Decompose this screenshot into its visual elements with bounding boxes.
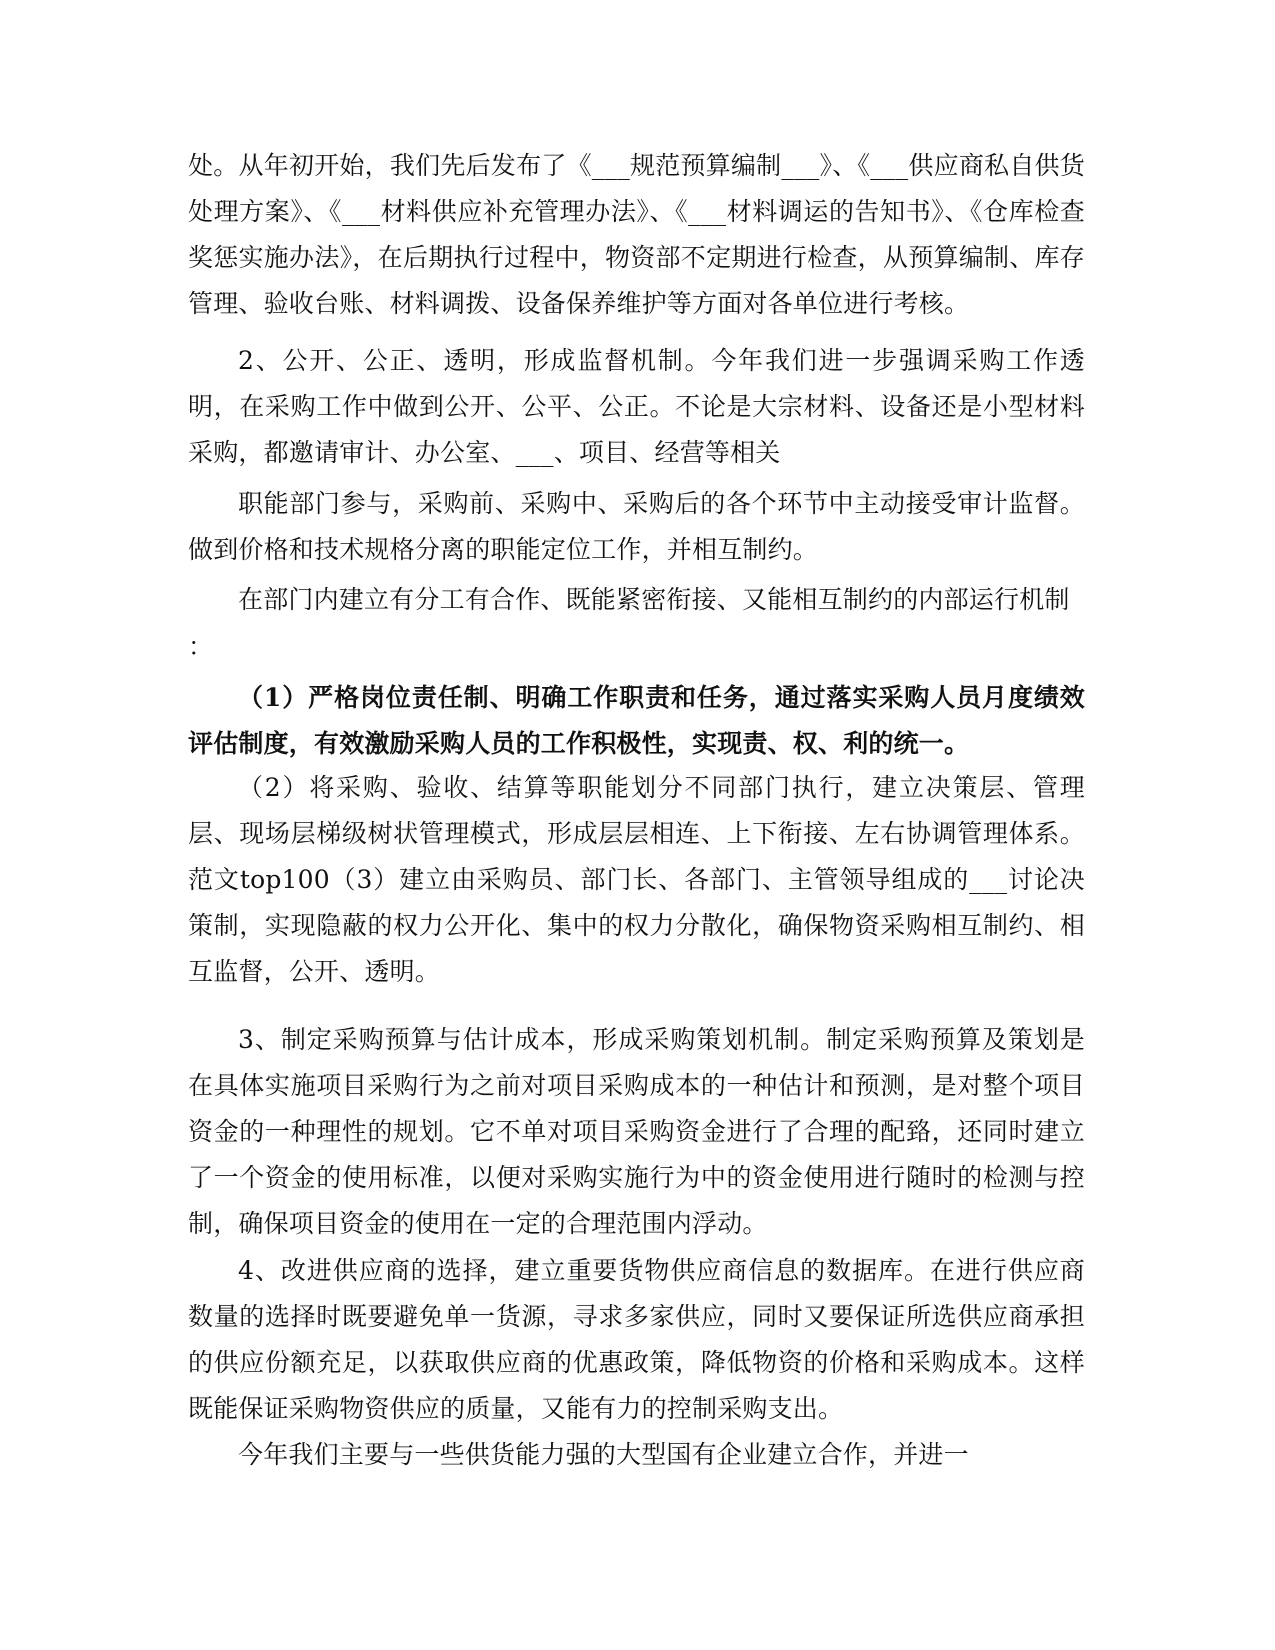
paragraph-colon-line: ： (188, 632, 214, 661)
paragraph-procurement-budget: 3、制定采购预算与估计成本，形成采购策划机制。制定采购预算及策划是在具体实施项目采购行为之前对项目采购成本的一种估计和预测，是对整个项目资金的一种理性的规划。它不单对项目采购资金进行了合理的配臵，还同时建立了一个资金的使用标准，以便对采购实施行为中的资金使用进行随时的检测与控制，确保项目资金的使用在一定的合理范围内浮动。 (188, 1025, 1085, 1238)
paragraph-regulations-issued: 处。从年初开始，我们先后发布了《___规范预算编制___》、《___供应商私自供货处理方案》、《___材料供应补充管理办法》、《___材料调运的告知书》、《仓库检查奖惩实施办法》，在后期执行过程中，物资部不定期进行检查，从预算编制、库存管理、验收台账、材料调拨、设备保养维护等方面对各单位进行考核。 (188, 151, 1085, 318)
paragraph-functional-departments: 职能部门参与，采购前、采购中、采购后的各个环节中主动接受审计监督。做到价格和技术规格分离的职能定位工作，并相互制约。 (188, 489, 1085, 564)
paragraph-supervision-mechanism: 2、公开、公正、透明，形成监督机制。今年我们进一步强调采购工作透明，在采购工作中做到公开、公平、公正。不论是大宗材料、设备还是小型材料采购，都邀请审计、办公室、___、项目、经营等相关 (188, 346, 1085, 467)
paragraph-division-of-functions: （2）将采购、验收、结算等职能划分不同部门执行，建立决策层、管理层、现场层梯级树状管理模式，形成层层相连、上下衔接、左右协调管理体系。范文top100（3）建立由采购员、部门长、各部门、主管领导组成的___讨论决策制，实现隐蔽的权力公开化、集中的权力分散化，确保物资采购相互制约、相互监督，公开、透明。 (188, 773, 1085, 986)
paragraph-cooperation: 今年我们主要与一些供货能力强的大型国有企业建立合作，并进一 (238, 1440, 969, 1469)
paragraph-internal-mechanism: 在部门内建立有分工有合作、既能紧密衔接、又能相互制约的内部运行机制 (238, 585, 1070, 614)
paragraph-supplier-selection: 4、改进供应商的选择，建立重要货物供应商信息的数据库。在进行供应商数量的选择时既要避免单一货源，寻求多家供应，同时又要保证所选供应商承担的供应份额充足，以获取供应商的优惠政策，降低物资的价格和采购成本。这样既能保证采购物资供应的质量，又能有力的控制采购支出。 (188, 1256, 1085, 1423)
paragraph-responsibility-system: （1）严格岗位责任制、明确工作职责和任务，通过落实采购人员月度绩效评估制度，有效激励采购人员的工作积极性，实现责、权、利的统一。 (188, 683, 1085, 758)
